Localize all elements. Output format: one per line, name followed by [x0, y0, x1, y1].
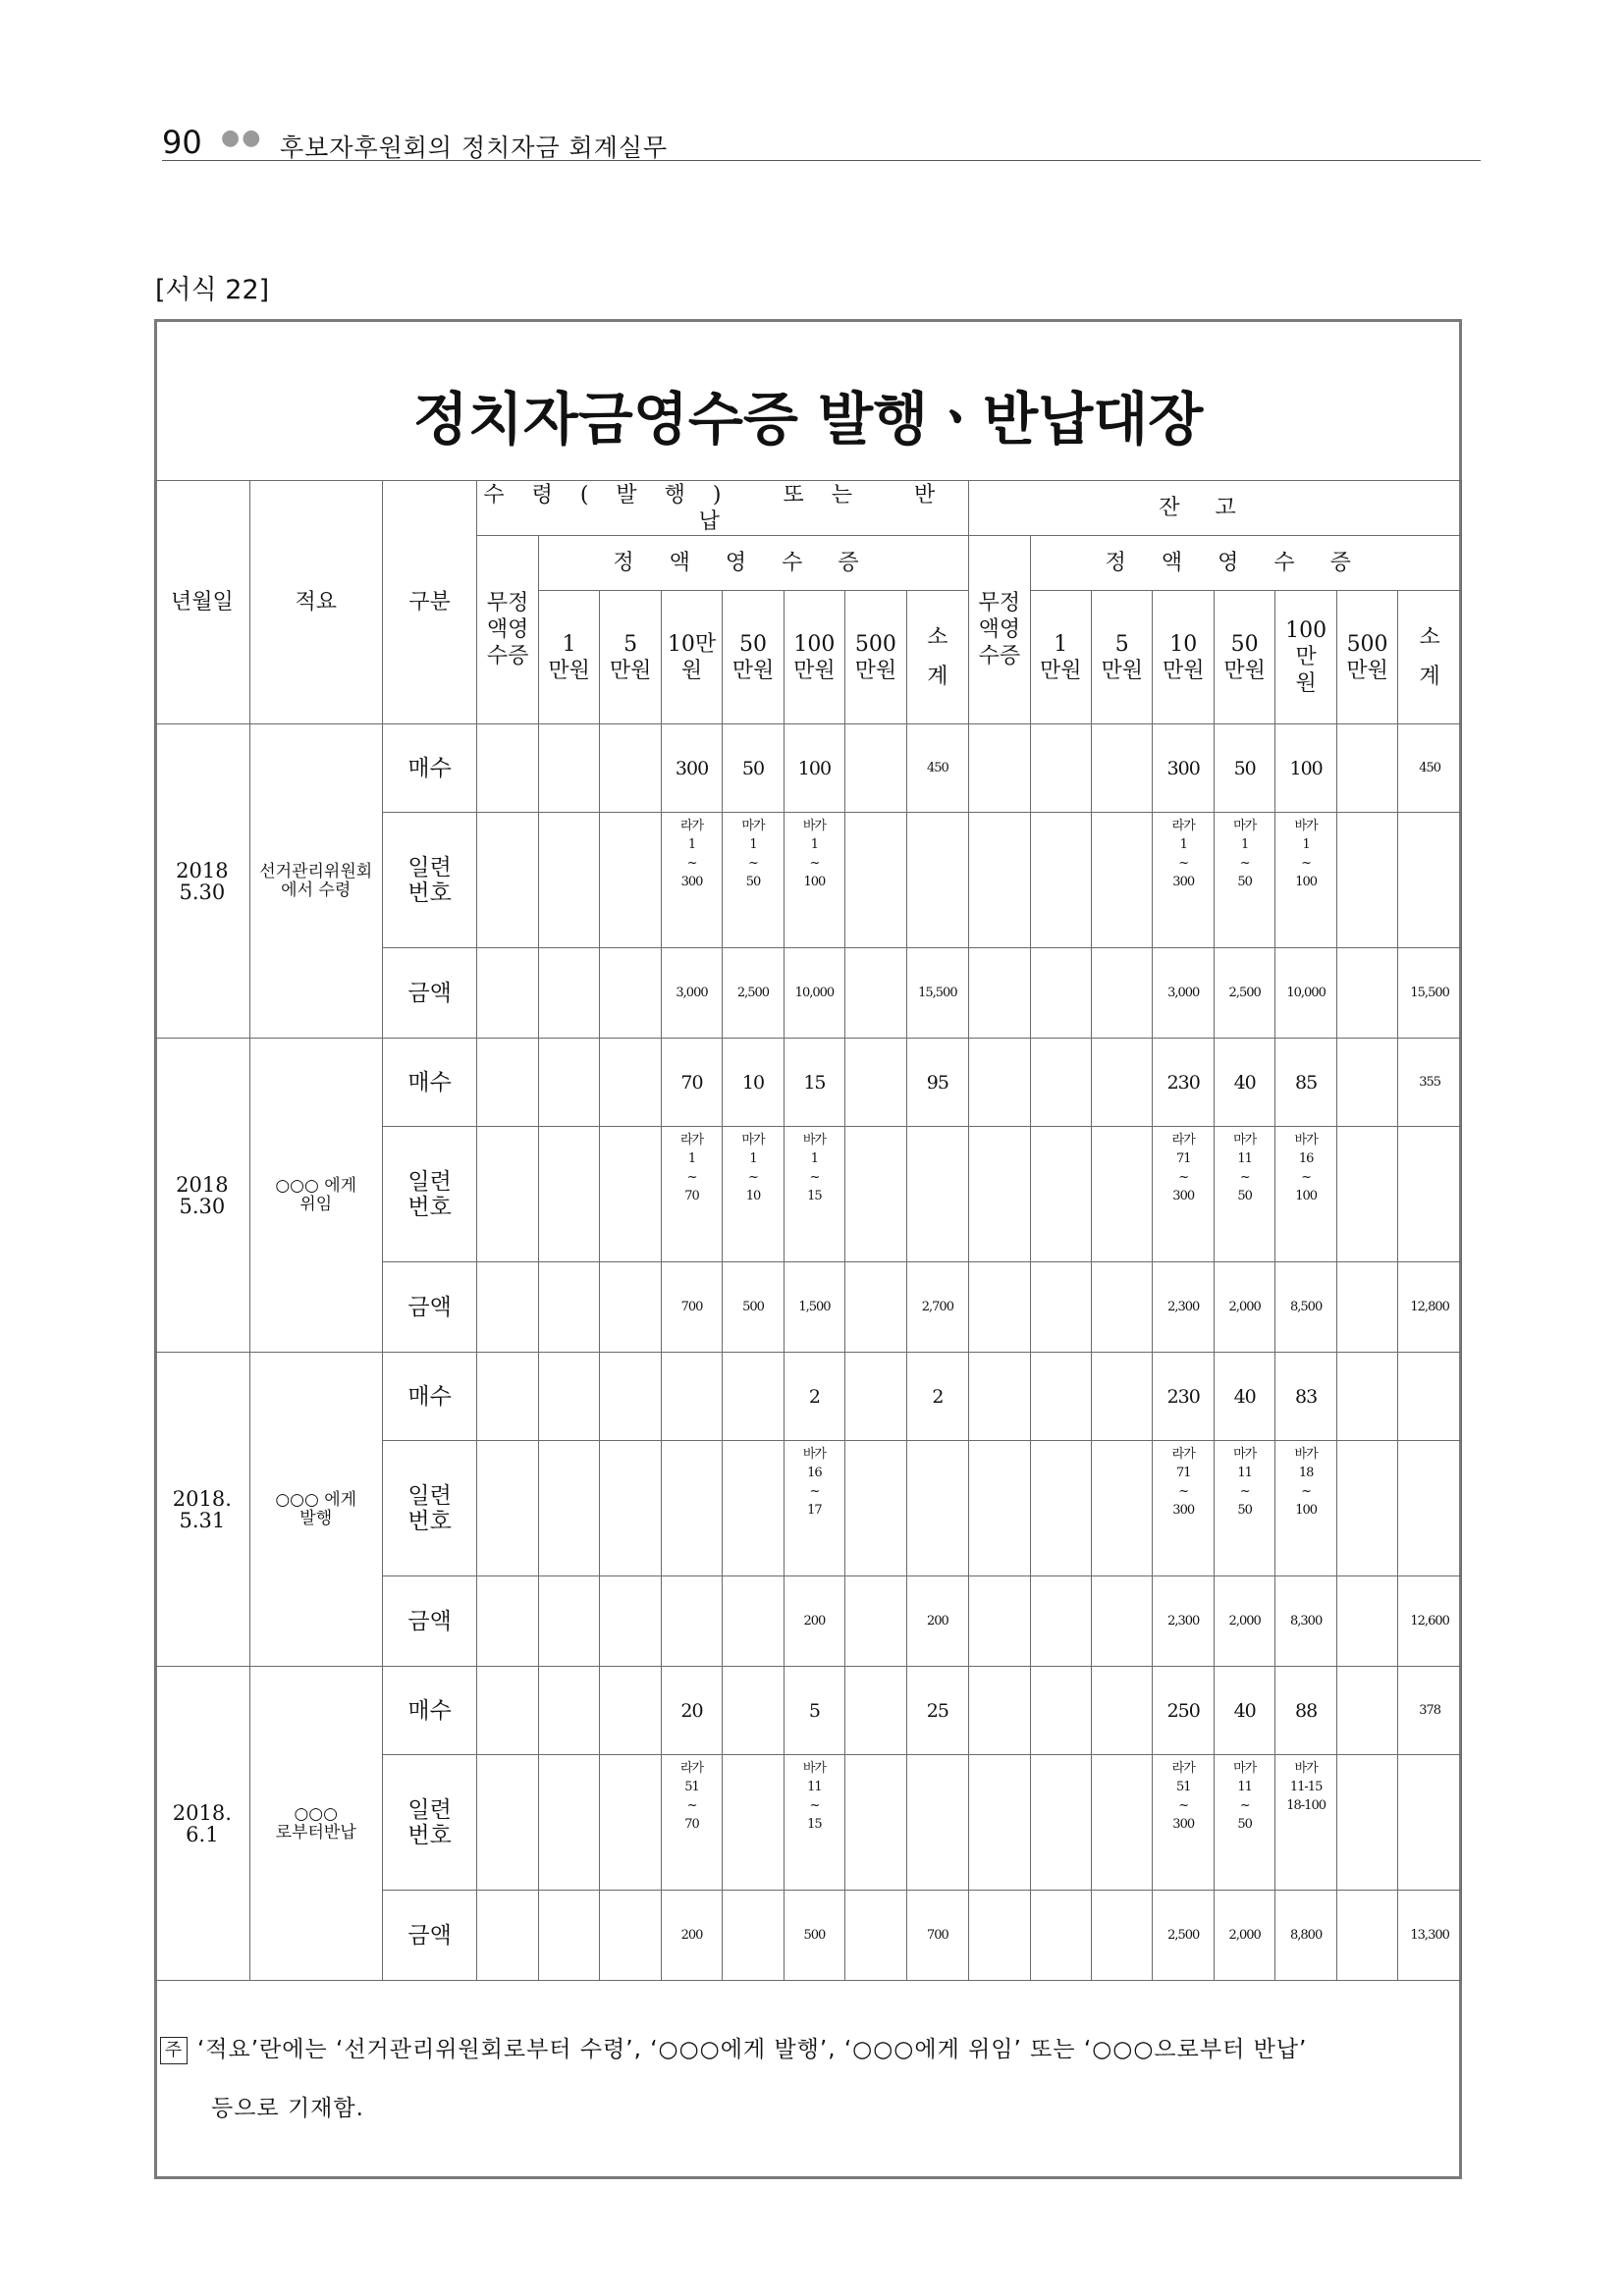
amount-lsum: 2,700 — [906, 1262, 969, 1353]
empty-cell — [538, 1039, 599, 1127]
entry-desc: ○○○ 에게 위임 — [249, 1039, 382, 1353]
empty-cell — [600, 1353, 661, 1441]
empty-cell — [1092, 724, 1153, 813]
empty-cell — [538, 724, 599, 813]
empty-cell — [600, 1262, 661, 1353]
amount-l50: 500 — [723, 1262, 784, 1353]
empty-cell — [845, 1353, 906, 1441]
left-500man-header: 500 만원 — [845, 591, 906, 724]
empty-cell — [1092, 1353, 1153, 1441]
empty-cell — [1030, 1755, 1091, 1891]
serial-r10: 라가 1 ~ 300 — [1153, 813, 1214, 948]
empty-cell — [477, 1667, 538, 1755]
empty-cell — [538, 1891, 599, 1981]
serial-rsum — [1398, 813, 1462, 948]
count-lsum: 2 — [906, 1353, 969, 1441]
count-l50 — [723, 1353, 784, 1441]
empty-cell — [845, 1576, 906, 1667]
ledger-row-count — [155, 724, 1462, 813]
serial-r10: 라가 71 ~ 300 — [1153, 1127, 1214, 1262]
count-l50: 10 — [723, 1039, 784, 1127]
right-50man-header: 50 만원 — [1214, 591, 1274, 724]
empty-cell — [477, 1353, 538, 1441]
serial-lsum — [906, 813, 969, 948]
right-10man-header: 10 만원 — [1153, 591, 1214, 724]
empty-cell — [1030, 1039, 1091, 1127]
serial-r50: 마가 1 ~ 50 — [1214, 813, 1274, 948]
row-label-serial: 일련 번호 — [382, 813, 477, 948]
row-label-amount: 금액 — [382, 948, 477, 1039]
count-r100: 100 — [1275, 724, 1336, 813]
serial-l10: 라가 1 ~ 300 — [661, 813, 722, 948]
empty-cell — [538, 813, 599, 948]
empty-cell — [538, 1127, 599, 1262]
count-rsum: 355 — [1398, 1039, 1462, 1127]
right-5man-header: 5 만원 — [1092, 591, 1153, 724]
serial-l50 — [723, 1755, 784, 1891]
row-label-amount: 금액 — [382, 1262, 477, 1353]
serial-r50: 마가 11 ~ 50 — [1214, 1755, 1274, 1891]
empty-cell — [969, 1353, 1030, 1441]
empty-cell — [538, 1755, 599, 1891]
page-number: 90 — [162, 124, 202, 161]
empty-cell — [1336, 1262, 1397, 1353]
amount-l10 — [661, 1576, 722, 1667]
serial-r100: 바가 18 ~ 100 — [1275, 1441, 1336, 1576]
empty-cell — [600, 1127, 661, 1262]
serial-rsum — [1398, 1127, 1462, 1262]
empty-cell — [477, 1127, 538, 1262]
count-l100: 2 — [784, 1353, 844, 1441]
empty-cell — [845, 1262, 906, 1353]
ledger-body — [155, 724, 1462, 1981]
footnote-line-2: 등으로 기재함. — [211, 2096, 364, 2121]
empty-cell — [969, 1891, 1030, 1981]
amount-lsum: 15,500 — [906, 948, 969, 1039]
serial-l50 — [723, 1441, 784, 1576]
empty-cell — [1336, 1667, 1397, 1755]
group-balance-header: 잔고 — [969, 481, 1462, 536]
empty-cell — [600, 724, 661, 813]
count-r50: 40 — [1214, 1039, 1274, 1127]
left-5man-header: 5 만원 — [600, 591, 661, 724]
row-label-count: 매수 — [382, 724, 477, 813]
amount-r50: 2,500 — [1214, 948, 1274, 1039]
amount-l50 — [723, 1576, 784, 1667]
empty-cell — [1336, 1755, 1397, 1891]
serial-l100: 바가 1 ~ 15 — [784, 1127, 844, 1262]
empty-cell — [1336, 1353, 1397, 1441]
empty-cell — [600, 1576, 661, 1667]
left-nofix-header: 무정 액영 수증 — [477, 536, 538, 724]
amount-rsum: 13,300 — [1398, 1891, 1462, 1981]
serial-l10 — [661, 1441, 722, 1576]
empty-cell — [600, 1755, 661, 1891]
right-subtotal-header: 소 계 — [1398, 591, 1462, 724]
empty-cell — [845, 1755, 906, 1891]
serial-l100: 바가 1 ~ 100 — [784, 813, 844, 948]
empty-cell — [969, 1667, 1030, 1755]
empty-cell — [969, 1755, 1030, 1891]
amount-r10: 2,300 — [1153, 1262, 1214, 1353]
empty-cell — [1030, 1441, 1091, 1576]
serial-rsum — [1398, 1755, 1462, 1891]
amount-l50 — [723, 1891, 784, 1981]
document-title: 정치자금영수증 발행ㆍ반납대장 — [412, 386, 1204, 453]
left-10man-header: 10만 원 — [661, 591, 722, 724]
empty-cell — [845, 1441, 906, 1576]
empty-cell — [1336, 813, 1397, 948]
ledger-row-count — [155, 1039, 1462, 1127]
empty-cell — [538, 1576, 599, 1667]
serial-lsum — [906, 1755, 969, 1891]
empty-cell — [1030, 1127, 1091, 1262]
empty-cell — [477, 1262, 538, 1353]
serial-lsum — [906, 1441, 969, 1576]
amount-rsum: 15,500 — [1398, 948, 1462, 1039]
empty-cell — [538, 1262, 599, 1353]
form-box — [154, 319, 1462, 2179]
empty-cell — [969, 1441, 1030, 1576]
serial-r10: 라가 71 ~ 300 — [1153, 1441, 1214, 1576]
empty-cell — [600, 813, 661, 948]
empty-cell — [969, 1039, 1030, 1127]
empty-cell — [1092, 1576, 1153, 1667]
serial-r50: 마가 11 ~ 50 — [1214, 1127, 1274, 1262]
empty-cell — [1336, 1441, 1397, 1576]
count-rsum: 450 — [1398, 724, 1462, 813]
ledger-row-count — [155, 1353, 1462, 1441]
count-l10: 70 — [661, 1039, 722, 1127]
right-100man-header: 100 만 원 — [1275, 591, 1336, 724]
row-label-serial: 일련 번호 — [382, 1755, 477, 1891]
count-rsum — [1398, 1353, 1462, 1441]
entry-date: 2018 5.30 — [155, 724, 250, 1039]
empty-cell — [1336, 724, 1397, 813]
empty-cell — [1092, 1039, 1153, 1127]
serial-l10: 라가 51 ~ 70 — [661, 1755, 722, 1891]
empty-cell — [600, 1667, 661, 1755]
entry-date: 2018. 5.31 — [155, 1353, 250, 1667]
row-label-amount: 금액 — [382, 1891, 477, 1981]
running-title: 후보자후원회의 정치자금 회계실무 — [280, 133, 669, 162]
left-50man-header: 50 만원 — [723, 591, 784, 724]
amount-rsum: 12,800 — [1398, 1262, 1462, 1353]
empty-cell — [845, 724, 906, 813]
empty-cell — [538, 1441, 599, 1576]
empty-cell — [600, 1441, 661, 1576]
count-r100: 83 — [1275, 1353, 1336, 1441]
empty-cell — [1336, 948, 1397, 1039]
note-mark-icon: 주 — [160, 2037, 188, 2064]
header-rule — [162, 160, 1481, 161]
empty-cell — [600, 1891, 661, 1981]
amount-rsum: 12,600 — [1398, 1576, 1462, 1667]
entry-desc: 선거관리위원회 에서 수령 — [249, 724, 382, 1039]
empty-cell — [538, 948, 599, 1039]
row-label-serial: 일련 번호 — [382, 1441, 477, 1576]
serial-l100: 바가 11 ~ 15 — [784, 1755, 844, 1891]
serial-r100: 바가 11-15 18-100 — [1275, 1755, 1336, 1891]
count-l100: 5 — [784, 1667, 844, 1755]
count-r10: 230 — [1153, 1353, 1214, 1441]
empty-cell — [1030, 948, 1091, 1039]
empty-cell — [1336, 1576, 1397, 1667]
empty-cell — [1030, 1576, 1091, 1667]
amount-l100: 10,000 — [784, 948, 844, 1039]
running-header — [162, 120, 1481, 162]
empty-cell — [969, 1576, 1030, 1667]
empty-cell — [477, 1039, 538, 1127]
serial-lsum — [906, 1127, 969, 1262]
right-500man-header: 500 만원 — [1336, 591, 1397, 724]
empty-cell — [845, 1039, 906, 1127]
serial-r10: 라가 51 ~ 300 — [1153, 1755, 1214, 1891]
empty-cell — [538, 1667, 599, 1755]
empty-cell — [845, 813, 906, 948]
empty-cell — [969, 724, 1030, 813]
empty-cell — [1030, 1262, 1091, 1353]
empty-cell — [600, 948, 661, 1039]
empty-cell — [600, 1039, 661, 1127]
serial-l50: 마가 1 ~ 10 — [723, 1127, 784, 1262]
empty-cell — [1092, 948, 1153, 1039]
empty-cell — [1030, 1667, 1091, 1755]
empty-cell — [1030, 724, 1091, 813]
amount-r50: 2,000 — [1214, 1576, 1274, 1667]
count-l10: 20 — [661, 1667, 722, 1755]
row-label-count: 매수 — [382, 1039, 477, 1127]
empty-cell — [969, 813, 1030, 948]
empty-cell — [538, 1353, 599, 1441]
right-1man-header: 1 만원 — [1030, 591, 1091, 724]
empty-cell — [845, 1891, 906, 1981]
form-label: [서식 22] — [155, 275, 270, 305]
empty-cell — [1030, 1891, 1091, 1981]
count-r50: 40 — [1214, 1667, 1274, 1755]
count-r10: 230 — [1153, 1039, 1214, 1127]
count-l10: 300 — [661, 724, 722, 813]
amount-r100: 8,800 — [1275, 1891, 1336, 1981]
empty-cell — [1092, 1667, 1153, 1755]
col-desc-header: 적요 — [249, 481, 382, 724]
amount-r10: 2,300 — [1153, 1576, 1214, 1667]
empty-cell — [845, 1127, 906, 1262]
amount-l10: 200 — [661, 1891, 722, 1981]
left-100man-header: 100 만원 — [784, 591, 844, 724]
serial-r50: 마가 11 ~ 50 — [1214, 1441, 1274, 1576]
count-r50: 40 — [1214, 1353, 1274, 1441]
empty-cell — [1336, 1891, 1397, 1981]
serial-l10: 라가 1 ~ 70 — [661, 1127, 722, 1262]
ledger-table — [154, 480, 1462, 1981]
empty-cell — [1336, 1039, 1397, 1127]
row-label-amount: 금액 — [382, 1576, 477, 1667]
amount-r100: 8,300 — [1275, 1576, 1336, 1667]
empty-cell — [969, 948, 1030, 1039]
empty-cell — [1030, 1353, 1091, 1441]
empty-cell — [477, 813, 538, 948]
amount-lsum: 700 — [906, 1891, 969, 1981]
empty-cell — [477, 948, 538, 1039]
count-lsum: 450 — [906, 724, 969, 813]
amount-l50: 2,500 — [723, 948, 784, 1039]
serial-r100: 바가 16 ~ 100 — [1275, 1127, 1336, 1262]
serial-r100: 바가 1 ~ 100 — [1275, 813, 1336, 948]
footnote — [157, 2020, 1459, 2138]
empty-cell — [477, 1441, 538, 1576]
count-l100: 15 — [784, 1039, 844, 1127]
amount-l100: 1,500 — [784, 1262, 844, 1353]
count-lsum: 25 — [906, 1667, 969, 1755]
count-l50 — [723, 1667, 784, 1755]
right-nofix-header: 무정 액영 수증 — [969, 536, 1030, 724]
right-fixed-header: 정액영수증 — [1030, 536, 1461, 591]
count-rsum: 378 — [1398, 1667, 1462, 1755]
left-subtotal-header: 소 계 — [906, 591, 969, 724]
empty-cell — [1092, 1891, 1153, 1981]
amount-r100: 8,500 — [1275, 1262, 1336, 1353]
empty-cell — [969, 1127, 1030, 1262]
empty-cell — [845, 1667, 906, 1755]
amount-r10: 2,500 — [1153, 1891, 1214, 1981]
amount-l10: 700 — [661, 1262, 722, 1353]
amount-l100: 200 — [784, 1576, 844, 1667]
empty-cell — [845, 948, 906, 1039]
footnote-line-1: 주 ‘적요’란에는 ‘선거관리위원회로부터 수령’, ‘○○○에게 발행’, ‘○○○에게 위임’ 또는 ‘○○○으로부터 반납’ — [160, 2020, 1441, 2079]
amount-lsum: 200 — [906, 1576, 969, 1667]
ledger-row-count — [155, 1667, 1462, 1755]
amount-r50: 2,000 — [1214, 1262, 1274, 1353]
empty-cell — [477, 1755, 538, 1891]
empty-cell — [1092, 813, 1153, 948]
count-r100: 88 — [1275, 1667, 1336, 1755]
serial-l50: 마가 1 ~ 50 — [723, 813, 784, 948]
amount-r100: 10,000 — [1275, 948, 1336, 1039]
empty-cell — [1092, 1755, 1153, 1891]
amount-r10: 3,000 — [1153, 948, 1214, 1039]
row-label-serial: 일련 번호 — [382, 1127, 477, 1262]
col-date-header: 년월일 — [155, 481, 250, 724]
group-issue-return-header: 수령(발행) 또는 반납 — [477, 481, 969, 536]
count-l10 — [661, 1353, 722, 1441]
count-l50: 50 — [723, 724, 784, 813]
empty-cell — [477, 724, 538, 813]
count-lsum: 95 — [906, 1039, 969, 1127]
entry-desc: ○○○ 에게 발행 — [249, 1353, 382, 1667]
entry-desc: ○○○ 로부터반납 — [249, 1667, 382, 1981]
count-r10: 300 — [1153, 724, 1214, 813]
bullet-dots-icon: ●● — [221, 126, 263, 150]
empty-cell — [969, 1262, 1030, 1353]
serial-l100: 바가 16 ~ 17 — [784, 1441, 844, 1576]
row-label-count: 매수 — [382, 1353, 477, 1441]
empty-cell — [1030, 813, 1091, 948]
empty-cell — [1092, 1127, 1153, 1262]
empty-cell — [477, 1891, 538, 1981]
left-fixed-header: 정액영수증 — [538, 536, 968, 591]
amount-r50: 2,000 — [1214, 1891, 1274, 1981]
count-r100: 85 — [1275, 1039, 1336, 1127]
empty-cell — [1092, 1441, 1153, 1576]
amount-l10: 3,000 — [661, 948, 722, 1039]
count-l100: 100 — [784, 724, 844, 813]
empty-cell — [477, 1576, 538, 1667]
empty-cell — [1336, 1127, 1397, 1262]
empty-cell — [1092, 1262, 1153, 1353]
serial-rsum — [1398, 1441, 1462, 1576]
count-r50: 50 — [1214, 724, 1274, 813]
entry-date: 2018 5.30 — [155, 1039, 250, 1353]
row-label-count: 매수 — [382, 1667, 477, 1755]
entry-date: 2018. 6.1 — [155, 1667, 250, 1981]
amount-l100: 500 — [784, 1891, 844, 1981]
left-1man-header: 1 만원 — [538, 591, 599, 724]
count-r10: 250 — [1153, 1667, 1214, 1755]
col-kind-header: 구분 — [382, 481, 477, 724]
